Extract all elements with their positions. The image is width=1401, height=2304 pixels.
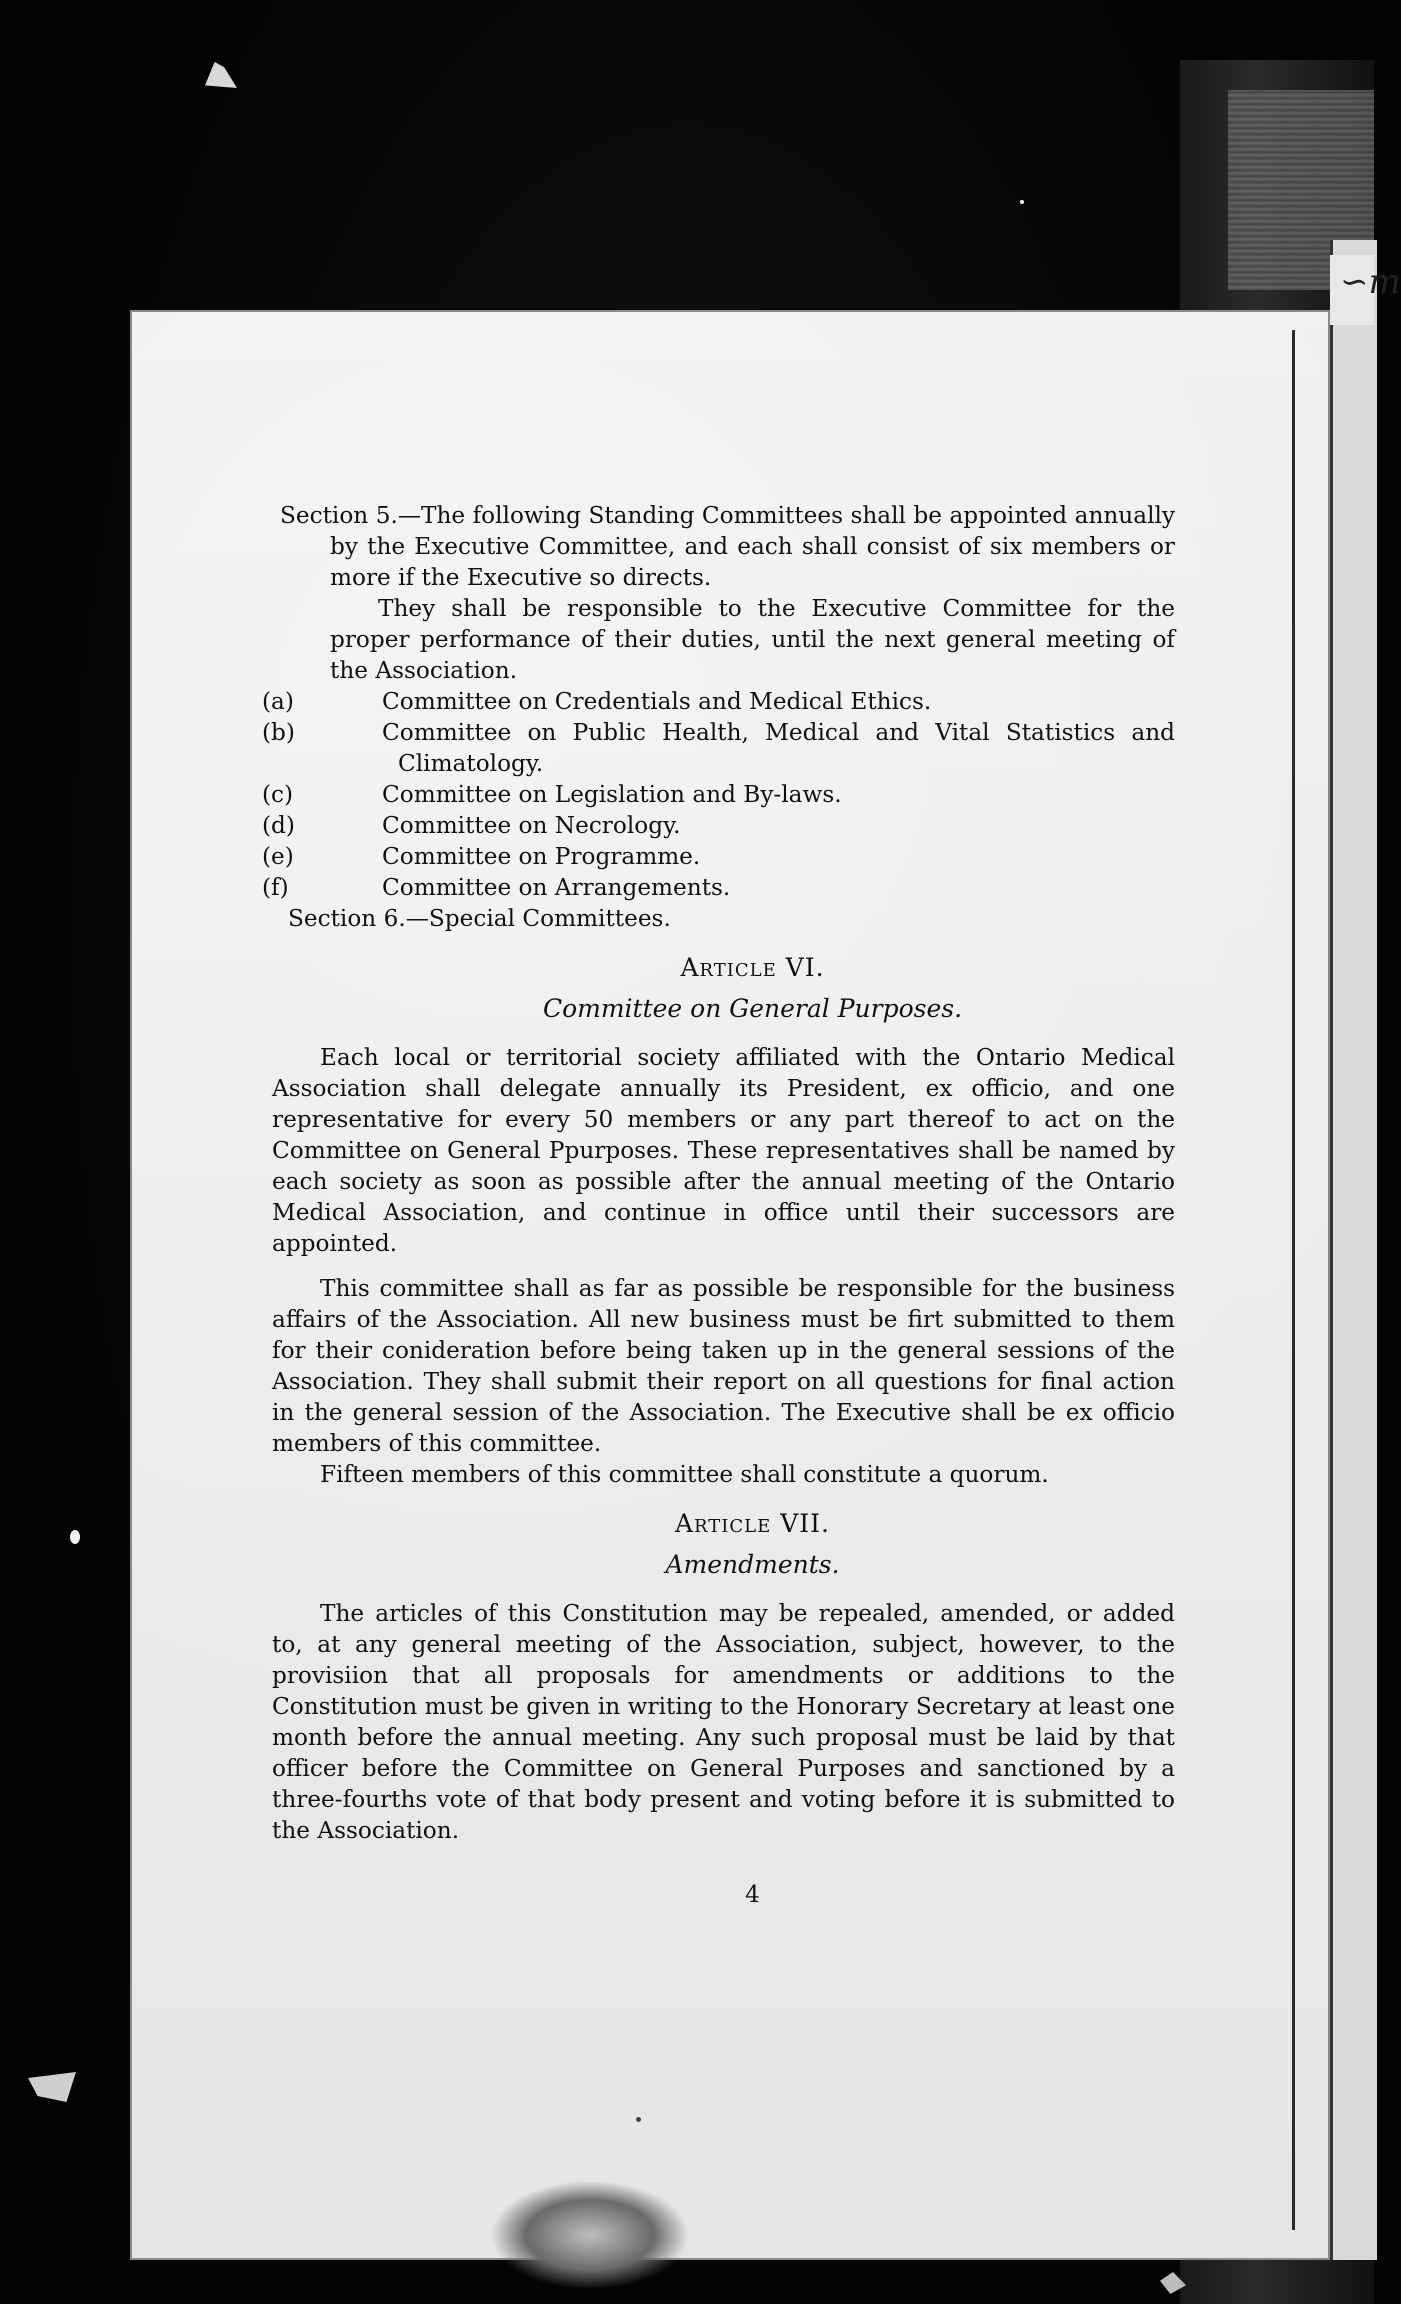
committee-text: Committee on Necrology. [382,812,681,839]
section-5-responsibility: They shall be responsible to the Executive Committee for the proper performance of their duties, until the next general meeting of the Association. [330,595,1175,684]
article-6-paragraph: This committee shall as far as possible be responsible for the business affairs of the Association. All new business must be firt submitted to them for their conideration before being taken up in the general sessions of the Association. They shall submit their report on all questions for final action in the general session of the Association. The Executive shall be ex officio members of this committee. [272,1275,1175,1457]
article-6-paragraph: Each local or territorial society affiliated with the Ontario Medical Association shall delegate annually its President, ex officio, and one representative for every 50 members or any part thereof to act on the Committee on General Ppurposes. These representatives shall be named by each society as soon as possible after the annual meeting of the Ontario Medical Association, and continue in office until their successors are appointed. [272,1044,1175,1257]
article-6-paragraph: Fifteen members of this committee shall constitute a quorum. [320,1461,1049,1488]
adjacent-page-edge [1330,240,1377,2260]
committee-item [262,872,1175,903]
dust-mark [490,2180,690,2290]
document-text [262,500,1175,1911]
dust-speck [70,1530,80,1544]
dust-speck [1020,200,1024,204]
committee-list [262,686,1175,903]
committee-item [262,841,1175,872]
article-6-heading: Article VI. [680,953,825,982]
dust-speck [636,2117,641,2122]
committee-item [262,686,1175,717]
committee-label: (e) [262,843,294,870]
committee-item [262,810,1175,841]
article-6-subheading: Committee on General Purposes. [542,994,963,1023]
section-6: Section 6.—Special Committees. [288,905,671,932]
adjacent-page-script: ∽m [1340,262,1401,302]
page-fold-line [1292,330,1295,2230]
committee-text: Committee on Programme. [382,843,701,870]
committee-label: (c) [262,781,294,808]
article-7-paragraph: The articles of this Constitution may be repealed, amended, or added to, at any general meeting of the Association, subject, however, to the provisiion that all proposals for amendments or additions to the Constitution must be given in writing to the Honorary Secretary at least one month before the annual meeting. Any such proposal must be laid by that officer before the Committee on General Purposes and sanctioned by a three-fourths vote of that body present and voting before it is submitted to the Association. [272,1600,1175,1844]
page-number: 4 [745,1882,760,1908]
committee-text: Committee on Public Health, Medical and Vital Statistics and Climatology. [382,719,1175,777]
committee-label: (b) [262,719,295,746]
article-7-subheading: Amendments. [665,1550,840,1579]
committee-label: (d) [262,812,295,839]
article-7-body [272,1598,1175,1846]
committee-item [262,717,1175,779]
committee-item [262,779,1175,810]
committee-label: (f) [262,874,289,901]
section-5-intro: Section 5.—The following Standing Committees shall be appointed annually by the Executive Committee, and each shall consist of six members or more if the Executive so directs. [280,502,1175,591]
committee-text: Committee on Legislation and By-laws. [382,781,842,808]
committee-text: Committee on Arrangements. [382,874,731,901]
committee-text: Committee on Credentials and Medical Ethics. [382,688,932,715]
article-6-body [272,1042,1175,1490]
article-7-heading: Article VII. [675,1509,830,1538]
committee-label: (a) [262,688,294,715]
